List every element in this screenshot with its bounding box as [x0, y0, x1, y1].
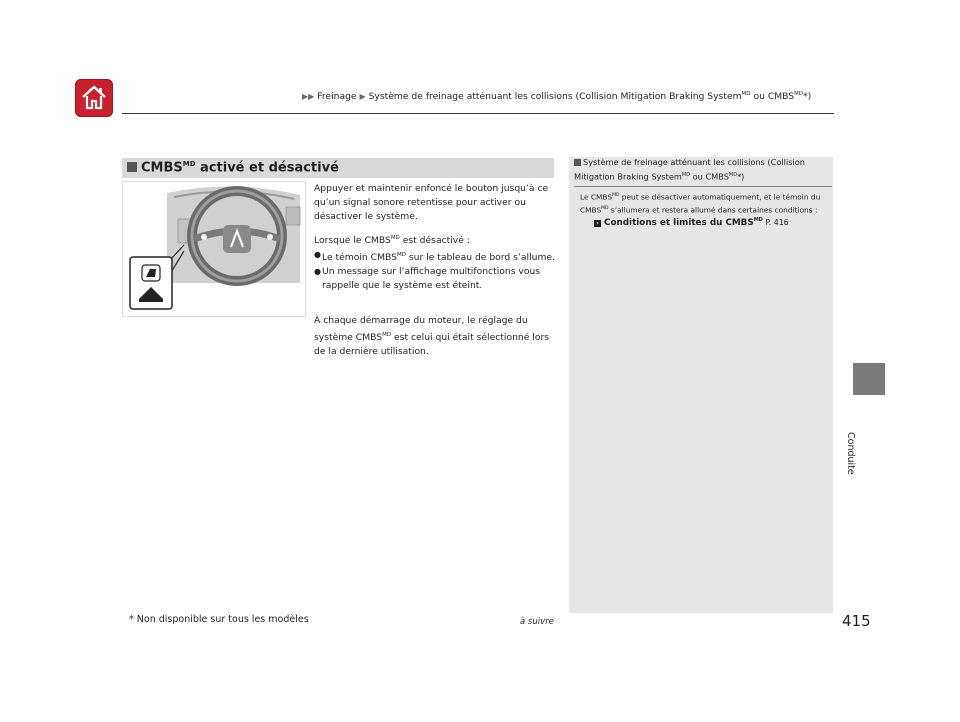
page-number: 415 — [842, 612, 871, 630]
list-item: ● Un message sur l’affichage multifonctions vous rappelle que le système est éteint. — [314, 265, 556, 293]
breadcrumb — [302, 91, 811, 102]
continued-label: à suivre — [520, 617, 554, 627]
breadcrumb-arrow-icon: ▶▶ — [302, 92, 315, 102]
side-note-body — [580, 190, 826, 229]
chapter-tab-marker — [853, 363, 885, 395]
chapter-tab-label[interactable]: Conduite — [845, 432, 856, 475]
side-note-divider — [574, 186, 832, 187]
paragraph-instructions: Appuyer et maintenir enfoncé le bouton jusqu’à ce qu’un signal sonore retentisse pour activer ou désactiver le système. — [314, 183, 549, 223]
list-item: ● Le témoin $CMBS^{MD}$ sur le tableau de bord s’allume. — [314, 248, 556, 265]
reference-arrow-icon: › — [594, 220, 601, 227]
breadcrumb-item-freinage[interactable]: Freinage — [317, 91, 357, 103]
section-square-icon — [127, 162, 137, 172]
paragraph-disabled-intro: Lorsque le $CMBS^{MD}$ est désactivé : — [314, 234, 470, 246]
section-title: $CMBS^{MD}$ activé et désactivé — [141, 160, 339, 176]
bullet-icon: ● — [314, 267, 321, 277]
home-icon — [80, 84, 108, 112]
cross-reference-link[interactable]: › Conditions et limites du $CMBS^{MD}$ P. 416 — [580, 215, 826, 229]
breadcrumb-item-cmbs[interactable]: Système de freinage atténuant les collisions (Collision Mitigation Braking System$^{MD}$ ou $CMBS^{MD}*$) — [368, 91, 812, 103]
side-note-text: Le $CMBS^{MD}$ peut se désactiver automatiquement, et le témoin du $CMBS^{MD}$ s’allumera et restera allumé dans certaines conditions : — [580, 192, 821, 215]
breadcrumb-arrow-icon: ▶ — [359, 92, 366, 102]
note-marker-icon — [574, 159, 581, 166]
header-divider — [122, 113, 834, 114]
home-button[interactable] — [75, 79, 113, 117]
side-note-title: Système de freinage atténuant les collisions (Collision Mitigation Braking System$^{MD}$ ou $CMBS^{MD}*$) — [574, 157, 805, 182]
dashboard-illustration — [122, 181, 306, 317]
footnote: * Non disponible sur tous les modèles — [129, 614, 309, 625]
bullet-icon: ● — [314, 249, 321, 259]
paragraph-engine-start: À chaque démarrage du moteur, le réglage du système $CMBS^{MD}$ est celui qui était sélectionné lors de la dernière utilisation. — [314, 314, 550, 358]
section-heading — [122, 158, 554, 178]
main-text — [314, 182, 556, 359]
